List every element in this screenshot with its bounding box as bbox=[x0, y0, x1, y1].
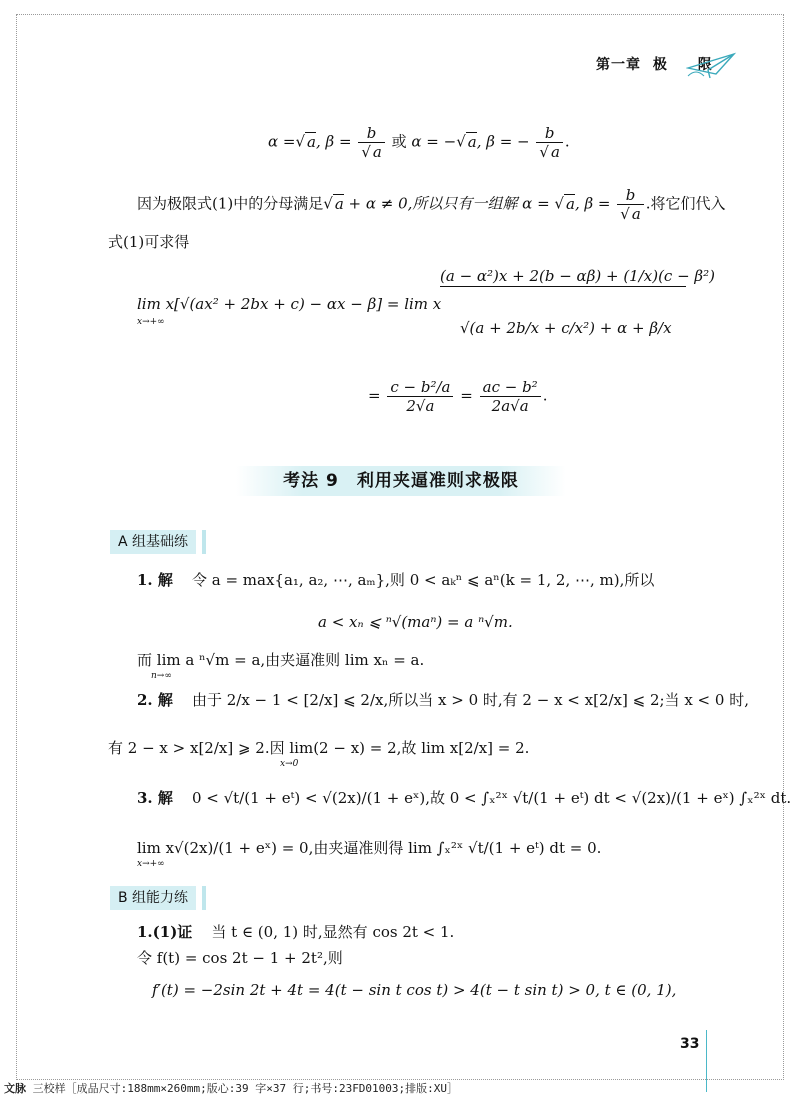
b1-number: 1.(1)证 bbox=[137, 923, 193, 941]
problem-b1 bbox=[137, 922, 454, 942]
a3-conclusion bbox=[137, 838, 602, 869]
para1-frac-den: a bbox=[631, 205, 641, 223]
limit-result-equation bbox=[368, 378, 547, 415]
limit-equation-denominator bbox=[460, 318, 670, 338]
b1-text: 当 t ∈ (0, 1) 时,显然有 cos 2t < 1. bbox=[211, 923, 455, 941]
eq3-num2: ac − b² bbox=[480, 378, 541, 397]
chapter-label: 第一章 bbox=[596, 57, 641, 73]
problem-a2 bbox=[137, 690, 749, 710]
a1-inequality: a < xₙ ⩽ ⁿ√(maⁿ) = a ⁿ√m. bbox=[318, 613, 513, 631]
a1-conclusion bbox=[137, 650, 425, 681]
eq2-lhs: lim x[√(ax² + 2bx + c) − αx − β] = lim x bbox=[137, 295, 442, 313]
eq1-alpha: α = bbox=[268, 132, 296, 151]
a3-number: 3. 解 bbox=[137, 789, 173, 807]
eq1-or: 或 bbox=[391, 132, 407, 151]
b1-derivative: f′(t) = −2sin 2t + 4t = 4(t − sin t cos t) > 4(t − t sin t) > 0, t ∈ (0, 1), bbox=[152, 981, 677, 999]
a3-text: 0 < √t/(1 + eᵗ) < √(2x)/(1 + eˣ),故 0 < ∫ₓ²ˣ √t/(1 + eᵗ) dt < √(2x)/(1 + eˣ) ∫ₓ²ˣ dt. bbox=[191, 789, 792, 807]
problem-a1 bbox=[137, 570, 654, 590]
eq1-sqrt-a: a bbox=[307, 132, 316, 151]
equation-solutions: α =√ a, β = $\frac{b}{√ a}$ 或 α = −√ a, β = − $\frac{b}{√ a}$ . bbox=[268, 124, 570, 161]
eq1-frac-den: a bbox=[372, 143, 382, 161]
footer-info: 三校样［成品尺寸:188mm×260mm;版心:39 字×37 行;书号:23FD01003;排版:XU］ bbox=[32, 1082, 459, 1095]
limit-equation-lhs bbox=[137, 294, 442, 327]
eq3-den1: 2√a bbox=[406, 397, 435, 415]
para1-text-c: + α ≠ 0,所以只有一组解 α = bbox=[343, 194, 555, 213]
chapter-title-2: 限 bbox=[697, 57, 713, 73]
paper-plane-icon bbox=[686, 50, 738, 80]
eq1-beta: , β = bbox=[315, 132, 352, 151]
para1-frac-num: b bbox=[617, 186, 644, 205]
b1-definition: 令 f(t) = cos 2t − 1 + 2t²,则 bbox=[137, 949, 343, 967]
chapter-title-1: 极 bbox=[652, 57, 668, 73]
eq3-den2: 2a√a bbox=[491, 397, 529, 415]
a3-conclusion-text: lim x√(2x)/(1 + eˣ) = 0,由夹逼准则得 lim ∫ₓ²ˣ √t/(1 + eᵗ) dt = 0. bbox=[137, 839, 602, 857]
eq3-num1: c − b²/a bbox=[387, 378, 453, 397]
limit-equation-numerator bbox=[440, 266, 715, 287]
para1-text-a: 因为极限式(1)中的分母满足 bbox=[137, 194, 324, 213]
group-b-label: B 组能力练 bbox=[110, 886, 196, 910]
eq3-mid: = bbox=[460, 386, 473, 405]
para1-text-e: , β = bbox=[574, 194, 616, 213]
para1-text-f: .将它们代入 bbox=[645, 194, 726, 213]
eq2-numerator: (a − α²)x + 2(b − αβ) + (1/x)(c − β²) bbox=[440, 267, 715, 285]
print-footer bbox=[4, 1080, 458, 1096]
a2-text: 由于 2/x − 1 < [2/x] ⩽ 2/x,所以当 x > 0 时,有 2 − x < x[2/x] ⩽ 2;当 x < 0 时, bbox=[191, 691, 749, 709]
eq1-beta2: , β = − bbox=[476, 132, 530, 151]
a1-conclusion-text: 而 lim a ⁿ√m = a,由夹逼准则 lim xₙ = a. bbox=[137, 651, 425, 669]
eq1-frac2-num: b bbox=[536, 124, 563, 143]
eq3-end: . bbox=[542, 386, 548, 405]
a2-conclusion bbox=[108, 738, 530, 769]
section-title: 考法 9 利用夹逼准则求极限 bbox=[236, 466, 566, 496]
a3-subscript: x→+∞ bbox=[137, 859, 165, 869]
footer-brand: 文脉 bbox=[4, 1082, 26, 1095]
eq3-prefix: = bbox=[368, 386, 381, 405]
eq1-alpha2: α = − bbox=[411, 132, 457, 151]
eq2-denominator: √(a + 2b/x + c/x²) + α + β/x bbox=[460, 319, 672, 337]
a2-conclusion-text: 有 2 − x > x[2/x] ⩾ 2.因 lim(2 − x) = 2,故 lim x[2/x] = 2. bbox=[108, 739, 530, 757]
eq1-end: . bbox=[564, 132, 570, 151]
a1-number: 1. 解 bbox=[137, 571, 173, 589]
page-number: 33 bbox=[680, 1036, 700, 1052]
para1-sqrt2: a bbox=[565, 194, 575, 213]
a1-text: 令 a = max{a₁, a₂, ⋯, aₘ},则 0 < aₖⁿ ⩽ aⁿ(k = 1, 2, ⋯, m),所以 bbox=[191, 571, 655, 589]
paragraph-continuation: 式(1)可求得 bbox=[108, 233, 190, 251]
para1-sqrt: a bbox=[334, 194, 344, 213]
a1-subscript: n→∞ bbox=[151, 671, 172, 681]
a2-subscript: x→0 bbox=[280, 759, 299, 769]
a2-number: 2. 解 bbox=[137, 691, 173, 709]
paragraph-explanation: 因为极限式(1)中的分母满足√ a + α ≠ 0,所以只有一组解 α = √ a, β = $\frac{b}{√ a}$ .将它们代入 bbox=[137, 186, 726, 223]
problem-a3 bbox=[137, 788, 791, 808]
margin-rule bbox=[706, 1030, 707, 1092]
eq1-frac2-den: a bbox=[550, 143, 560, 161]
group-a-label: A 组基础练 bbox=[110, 530, 196, 554]
eq2-subscript: x→+∞ bbox=[137, 317, 165, 327]
eq1-sqrt-a2: a bbox=[467, 132, 477, 151]
eq1-frac-num: b bbox=[358, 124, 385, 143]
